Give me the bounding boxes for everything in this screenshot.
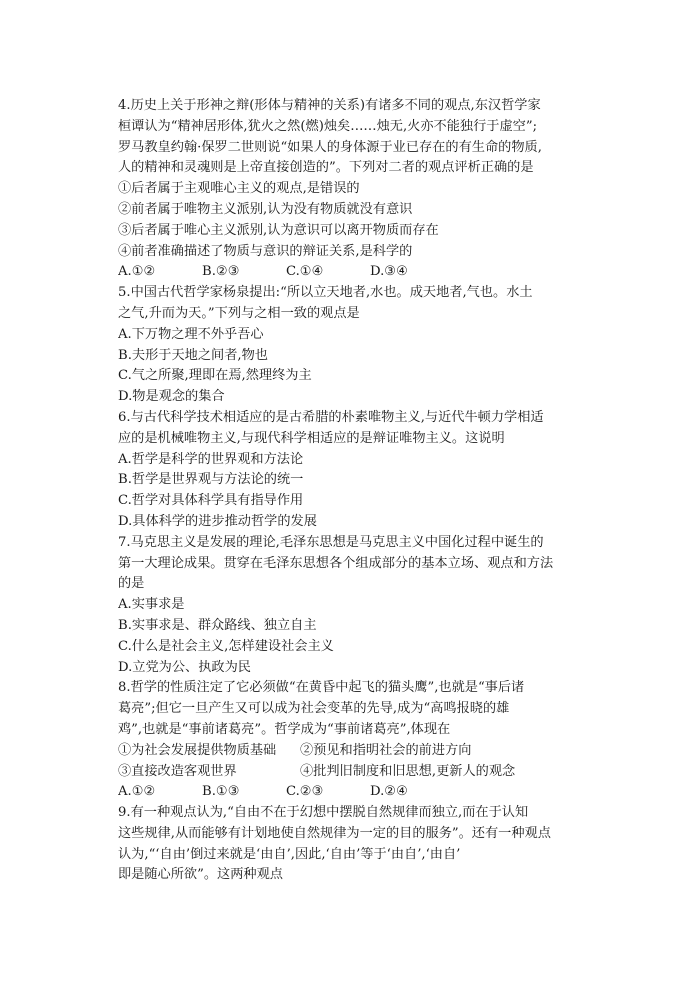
question-8-statements-row-1	[118, 741, 588, 762]
question-8	[118, 678, 588, 803]
question-8-stem-line-1: 8.哲学的性质注定了它必须做“在黄昏中起飞的猫头鹰”,也就是“事后诸	[118, 680, 525, 696]
question-7-option-a: A.实事求是	[118, 597, 185, 613]
question-8-statement-2: ②预见和指明社会的前进方向	[300, 742, 472, 758]
question-5-option-a: A.下万物之理不外乎吾心	[118, 326, 264, 342]
question-7-stem-line-3: 的是	[118, 576, 145, 592]
question-8-option-c: C.②③	[286, 784, 324, 800]
question-8-options	[118, 782, 588, 803]
question-6-stem-line-2: 应的是机械唯物主义,与现代科学相适应的是辩证唯物主义。这说明	[118, 430, 505, 446]
question-9-stem-line-2: 这些规律,从而能够有计划地使自然规律为一定的目的服务”。还有一种观点	[118, 825, 551, 841]
question-5-option-b: B.夫形于天地之间者,物也	[118, 347, 268, 363]
question-9-stem-line-3: 认为,“‘自由’倒过来就是‘由自’,因此,‘自由’等于‘由自’,‘由自’	[118, 846, 461, 862]
question-6-option-d: D.具体科学的进步推动哲学的发展	[118, 513, 317, 529]
question-7-option-c: C.什么是社会主义,怎样建设社会主义	[118, 638, 334, 654]
question-8-option-a: A.①②	[118, 784, 156, 800]
question-9-stem-line-1: 9.有一种观点认为,“自由不在于幻想中摆脱自然规律而独立,而在于认知	[118, 805, 529, 821]
question-6-stem-line-1: 6.与古代科学技术相适应的是古希腊的朴素唯物主义,与近代牛顿力学相适	[118, 409, 544, 425]
question-5-option-c: C.气之所聚,理即在焉,然理终为主	[118, 368, 312, 384]
question-9-stem-line-4: 即是随心所欲”。这两种观点	[118, 867, 283, 883]
question-7-option-d: D.立党为公、执政为民	[118, 659, 251, 675]
question-8-stem-line-3: 鸡”,也就是“事前诸葛亮”。哲学成为“事前诸葛亮”,体现在	[118, 721, 451, 737]
question-4-statement-2: ②前者属于唯物主义派别,认为没有物质就没有意识	[118, 201, 413, 217]
exam-page	[118, 96, 588, 886]
question-4-stem-line-1: 4.历史上关于形神之辩(形体与精神的关系)有诸多不同的观点,东汉哲学家	[118, 98, 541, 113]
question-8-statement-4: ④批判旧制度和旧思想,更新人的观念	[300, 763, 516, 779]
question-8-option-d: D.②④	[370, 784, 408, 800]
question-4-stem-line-3: 罗马教皇约翰·保罗二世则说“如果人的身体源于业已存在的有生命的物质,	[118, 139, 542, 155]
question-6-option-a: A.哲学是科学的世界观和方法论	[118, 451, 304, 467]
question-5-stem-line-1: 5.中国古代哲学家杨泉提出:“所以立天地者,水也。成天地者,气也。水土	[118, 285, 533, 301]
question-5-option-d: D.物是观念的集合	[118, 389, 225, 405]
question-4	[118, 96, 588, 283]
question-7-stem-line-1: 7.马克思主义是发展的理论,毛泽东思想是马克思主义中国化过程中诞生的	[118, 534, 544, 550]
question-6-option-c: C.哲学对具体科学具有指导作用	[118, 493, 304, 509]
question-4-option-d: D.③④	[370, 264, 408, 280]
question-6	[118, 408, 588, 533]
question-9	[118, 803, 588, 886]
question-4-option-a: A.①②	[118, 264, 156, 280]
question-7	[118, 533, 588, 679]
question-4-statement-1: ①后者属于主观唯心主义的观点,是错误的	[118, 181, 360, 197]
question-5	[118, 283, 588, 408]
question-7-stem-line-2: 第一大理论成果。贯穿在毛泽东思想各个组成部分的基本立场、观点和方法	[118, 555, 554, 571]
question-7-option-b: B.实事求是、群众路线、独立自主	[118, 617, 317, 633]
question-4-statement-3: ③后者属于唯心主义派别,认为意识可以离开物质而存在	[118, 222, 439, 238]
question-4-stem-line-4: 人的精神和灵魂则是上帝直接创造的”。下列对二者的观点评析正确的是	[118, 160, 534, 176]
question-8-statement-3: ③直接改造客观世界	[118, 763, 237, 779]
question-4-option-b: B.②③	[202, 264, 240, 280]
question-4-options	[118, 262, 588, 283]
question-8-statement-1: ①为社会发展提供物质基础	[118, 742, 277, 758]
question-8-stem-line-2: 葛亮”;但它一旦产生又可以成为社会变革的先导,成为“高鸣报晓的雄	[118, 701, 510, 717]
question-8-option-b: B.①③	[202, 784, 240, 800]
question-6-option-b: B.哲学是世界观与方法论的统一	[118, 472, 304, 488]
question-8-statements-row-2	[118, 762, 588, 783]
question-4-stem-line-2: 桓谭认为“精神居形体,犹火之然(燃)烛矣……烛无,火亦不能独行于虚空”;	[118, 118, 538, 134]
question-4-option-c: C.①④	[286, 264, 324, 280]
question-5-stem-line-2: 之气,升而为天。”下列与之相一致的观点是	[118, 305, 360, 321]
question-4-statement-4: ④前者准确描述了物质与意识的辩证关系,是科学的	[118, 243, 413, 259]
